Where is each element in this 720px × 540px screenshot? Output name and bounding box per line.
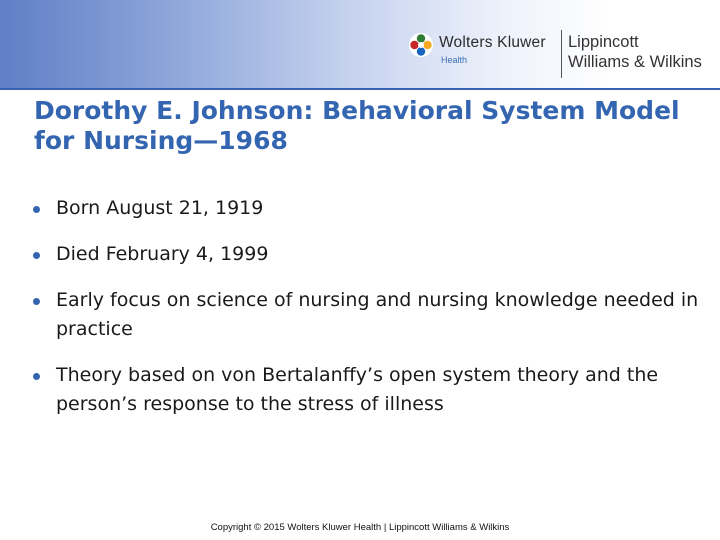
bullet-dot-icon (33, 298, 40, 305)
bullet-dot-icon (33, 252, 40, 259)
bullet-item (30, 361, 700, 419)
bullet-text: Born August 21, 1919 (56, 197, 264, 219)
bullet-item (30, 286, 700, 344)
bullet-list (30, 194, 700, 419)
publisher-logo (408, 28, 714, 80)
bullet-text: Died February 4, 1999 (56, 243, 269, 265)
slide-title: Dorothy E. Johnson: Behavioral System Model for Nursing—1968 (34, 96, 680, 155)
bullet-dot-icon (33, 373, 40, 380)
logo-division: Health (441, 55, 468, 65)
bullet-text: Theory based on von Bertalanffy’s open system theory and the person’s response to the stress of illness (56, 364, 659, 415)
header-divider (0, 88, 720, 90)
copyright-footer: Copyright © 2015 Wolters Kluwer Health | Lippincott Williams & Wilkins (210, 522, 510, 533)
wolters-kluwer-logo-icon (408, 32, 434, 58)
logo-divider (561, 30, 562, 78)
logo-company-name: Wolters Kluwer (439, 34, 546, 51)
bullet-dot-icon (33, 206, 40, 213)
logo-imprint-line2: Williams & Wilkins (568, 53, 702, 71)
bullet-item (30, 194, 700, 223)
bullet-text: Early focus on science of nursing and nursing knowledge needed in practice (56, 289, 699, 340)
logo-imprint-line1: Lippincott (568, 33, 639, 51)
logo-imprint (568, 32, 702, 72)
bullet-item (30, 240, 700, 269)
